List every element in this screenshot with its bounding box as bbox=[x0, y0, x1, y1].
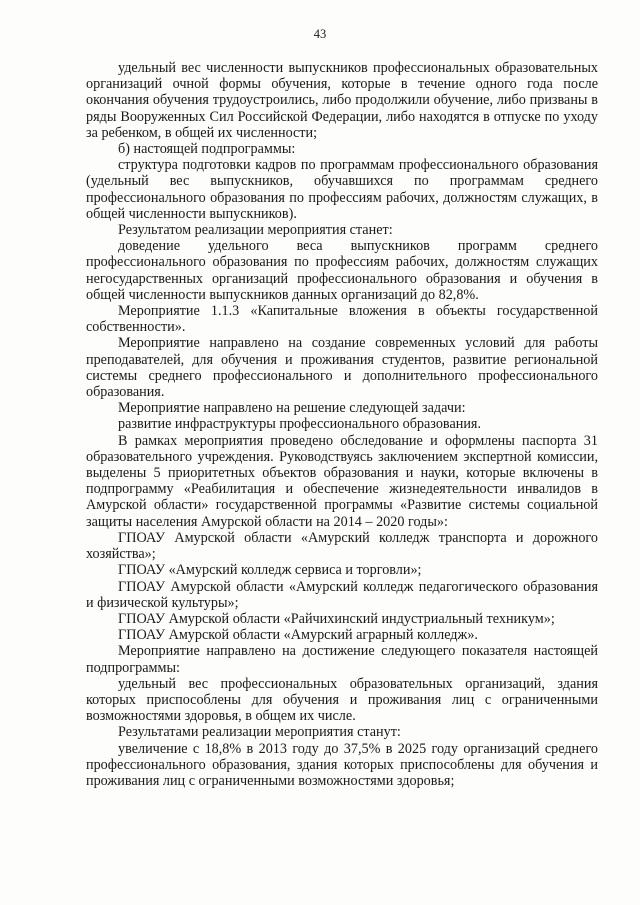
paragraph: В рамках мероприятия проведено обследование и оформлены паспорта 31 образовательного учреждения. Руководствуясь заключением экспертной комиссии, выделены 5 приоритетных объектов образования и науки, которые включены в подпрограмму «Реабилитация и обеспечение жизнедеятельности инвалидов в Амурской области» государственной программы «Развитие системы социальной защиты населения Амурской области на 2014 – 2020 годы»: bbox=[86, 432, 598, 530]
paragraph: развитие инфраструктуры профессионального образования. bbox=[118, 416, 481, 433]
paragraph: ГПОАУ «Амурский колледж сервиса и торговли»; bbox=[118, 562, 422, 579]
body-text bbox=[86, 60, 598, 789]
paragraph: увеличение с 18,8% в 2013 году до 37,5% в 2025 году организаций среднего профессионального образования, здания которых приспособлены для обучения и проживания лиц с ограниченными возможностями здоровья; bbox=[86, 740, 598, 789]
paragraph: ГПОАУ Амурской области «Амурский колледж педагогического образования и физической культуры»; bbox=[86, 578, 598, 611]
paragraph: ГПОАУ Амурской области «Амурский аграрный колледж». bbox=[118, 627, 478, 644]
page-number: 43 bbox=[313, 27, 327, 41]
paragraph: ГПОАУ Амурской области «Амурский колледж транспорта и дорожного хозяйства»; bbox=[86, 529, 598, 563]
paragraph: удельный вес численности выпускников профессиональных образовательных организаций очной формы обучения, которые в течение одного года после окончания обучения трудоустроились, либо продолжили обучение, либо призваны в ряды Вооруженных Сил Российской Федерации, либо находятся в отпуске по уходу за ребенком, в общей их численности; bbox=[86, 60, 598, 141]
paragraph: удельный вес профессиональных образовательных организаций, здания которых приспособлены для обучения и проживания лиц с ограниченными возможностями здоровья, в общем их числе. bbox=[86, 675, 598, 725]
paragraph: ГПОАУ Амурской области «Райчихинский индустриальный техникум»; bbox=[118, 610, 555, 627]
paragraph: доведение удельного веса выпускников программ среднего профессионального образования по профессиям рабочих, должностям служащих негосударственных организаций профессионального образования и обучения в общей численности выпускников данных организаций до 82,8%. bbox=[86, 238, 598, 303]
paragraph: Результатами реализации мероприятия станут: bbox=[118, 724, 401, 741]
paragraph: Мероприятие направлено на решение следующей задачи: bbox=[118, 400, 466, 417]
paragraph: Мероприятие направлено на создание современных условий для работы преподавателей, для обучения и проживания студентов, развитие региональной системы среднего профессионального и дополнительного профессионального образования. bbox=[86, 335, 598, 401]
paragraph: Результатом реализации мероприятия станет: bbox=[118, 222, 393, 239]
paragraph: Мероприятие направлено на достижение следующего показателя настоящей подпрограммы: bbox=[86, 643, 598, 676]
paragraph: Мероприятие 1.1.3 «Капитальные вложения в объекты государственной собственности». bbox=[86, 303, 598, 336]
paragraph: б) настоящей подпрограммы: bbox=[118, 141, 296, 158]
paragraph: структура подготовки кадров по программам профессионального образования (удельный вес выпускников, обучавшихся по программам среднего профессионального образования по профессиям рабочих, должностям служащих, в общей численности выпускников). bbox=[86, 157, 598, 222]
